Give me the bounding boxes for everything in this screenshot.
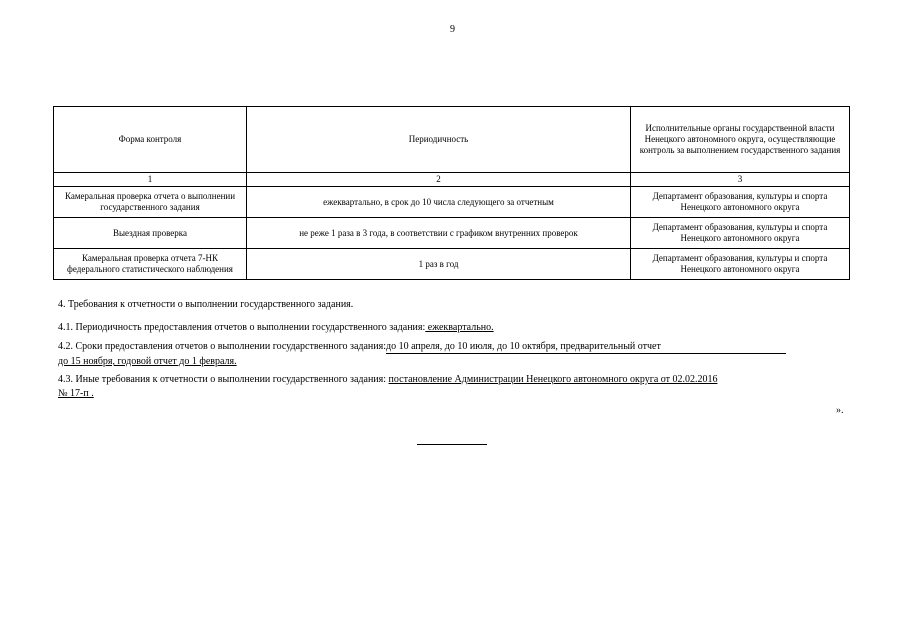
- table-cell: Департамент образования, культуры и спорта Ненецкого автономного округа: [631, 187, 850, 218]
- column-number: 2: [247, 173, 631, 187]
- table-cell: Департамент образования, культуры и спорта Ненецкого автономного округа: [631, 218, 850, 249]
- column-number: 3: [631, 173, 850, 187]
- column-number: 1: [54, 173, 247, 187]
- table-row: [54, 218, 850, 249]
- table-row: [54, 187, 850, 218]
- table-cell: Камеральная проверка отчета о выполнении государственного задания: [54, 187, 247, 218]
- table-column-number-row: [54, 173, 850, 187]
- paragraph-4-2-value-line-1: до 10 апреля, до 10 июля, до 10 октября, предварительный отчет: [386, 341, 786, 354]
- paragraph-4-3-text: 4.3. Иные требования к отчетности о выполнении государственного задания:: [58, 374, 387, 385]
- page-number: 9: [450, 24, 455, 35]
- table-cell: Выездная проверка: [54, 218, 247, 249]
- header-periodicity: Периодичность: [247, 107, 631, 173]
- table-cell: ежеквартально, в срок до 10 числа следующего за отчетным: [247, 187, 631, 218]
- control-table: [53, 106, 850, 280]
- table-row: [54, 249, 850, 280]
- paragraph-4-2-continuation: [58, 356, 237, 368]
- paragraph-4-3-value-line-1: постановление Администрации Ненецкого автономного округа от 02.02.2016: [388, 374, 718, 385]
- paragraph-4-3: [58, 374, 718, 386]
- paragraph-4-3-continuation: [58, 388, 94, 400]
- section-4-title: 4. Требования к отчетности о выполнении государственного задания.: [58, 299, 354, 310]
- paragraph-4-2-value-line-2: до 15 ноября, годовой отчет до 1 февраля.: [58, 356, 237, 367]
- paragraph-4-1-value: ежеквартально.: [425, 322, 494, 333]
- table-cell: Департамент образования, культуры и спорта Ненецкого автономного округа: [631, 249, 850, 280]
- separator-line: [417, 444, 487, 445]
- paragraph-4-1-text: 4.1. Периодичность предоставления отчетов о выполнении государственного задания:: [58, 322, 426, 333]
- paragraph-4-3-value-line-2: № 17-п .: [58, 388, 94, 399]
- table-header-row: [54, 107, 850, 173]
- closing-quote: ».: [836, 405, 844, 416]
- paragraph-4-1: [58, 322, 494, 334]
- paragraph-4-2-text: 4.2. Сроки предоставления отчетов о выполнении государственного задания:: [58, 341, 386, 352]
- table-cell: Камеральная проверка отчета 7-НК федерального статистического наблюдения: [54, 249, 247, 280]
- table-cell: 1 раз в год: [247, 249, 631, 280]
- table-cell: не реже 1 раза в 3 года, в соответствии с графиком внутренних проверок: [247, 218, 631, 249]
- paragraph-4-2: [58, 341, 786, 354]
- header-control-form: Форма контроля: [54, 107, 247, 173]
- header-executive-bodies: Исполнительные органы государственной власти Ненецкого автономного округа, осуществляющие контроль за выполнением государственного задания: [631, 107, 850, 173]
